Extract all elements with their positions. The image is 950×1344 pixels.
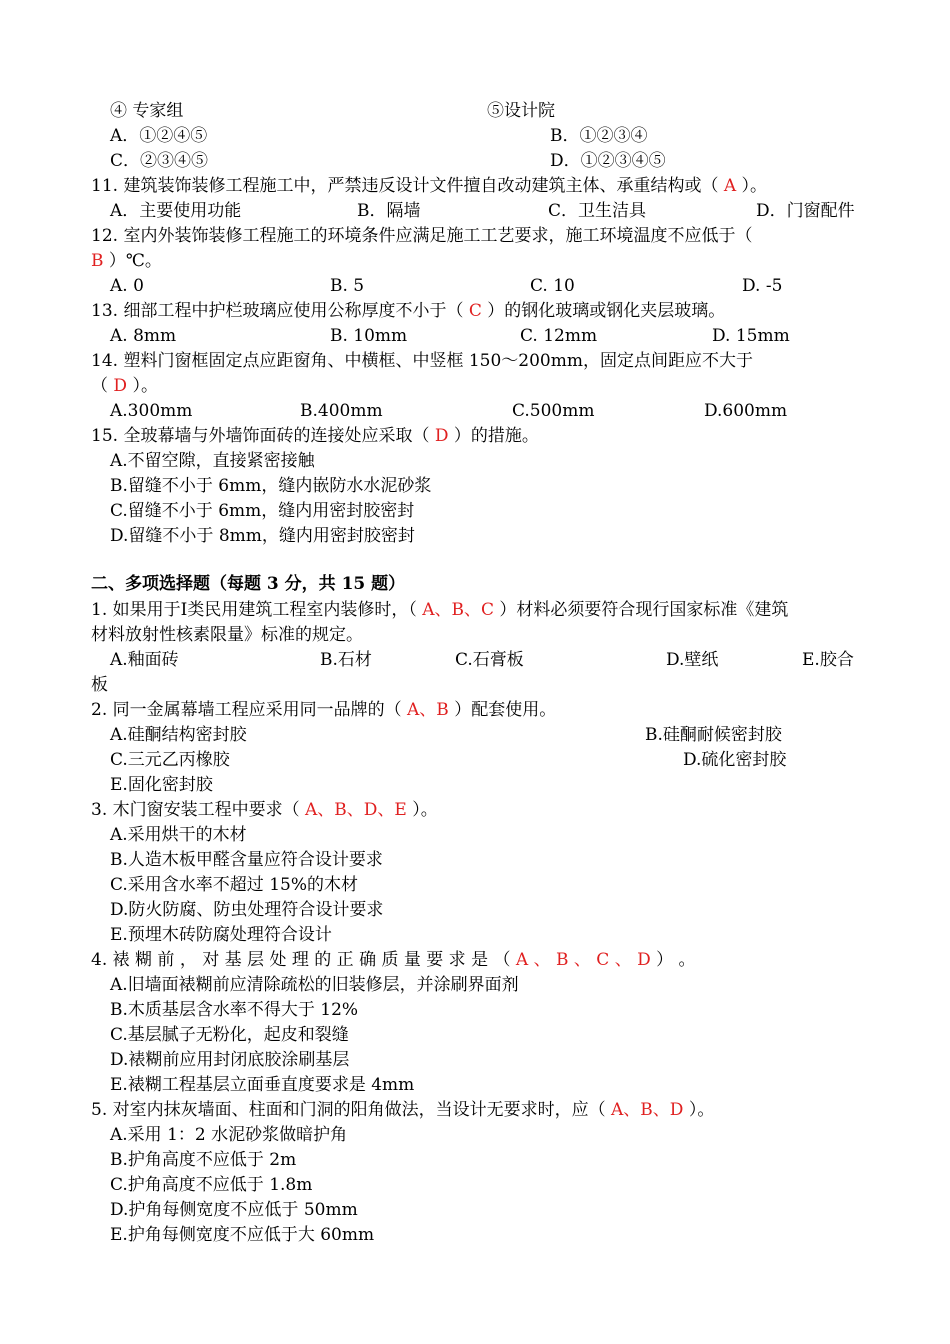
m2-stem-end: ）配套使用。 xyxy=(448,700,557,720)
q13-choice-a: A. 8mm xyxy=(110,326,177,346)
q14-choice-a: A.300mm xyxy=(110,401,193,421)
q10-choice-a: A．①②④⑤ xyxy=(110,126,208,146)
m4-stem-text: 4. 裱 糊 前 ， 对 基 层 处 理 的 正 确 质 量 要 求 是 （ xyxy=(91,950,516,970)
q13-choice-d: D. 15mm xyxy=(712,326,790,346)
m1-choice-d: D.壁纸 xyxy=(666,650,719,670)
q10-choice-d: D．①②③④⑤ xyxy=(550,151,666,171)
m5-choice-d: D.护角每侧宽度不应低于 50mm xyxy=(110,1200,358,1220)
m2-choice-d: D.硫化密封胶 xyxy=(683,750,787,770)
section-2-title: 二、多项选择题（每题 3 分，共 15 题） xyxy=(91,574,406,594)
q15-choice-b: B.留缝不小于 6mm，缝内嵌防水水泥砂浆 xyxy=(110,476,432,496)
m1-choice-e-wrap: 板 xyxy=(91,675,108,695)
m5-choice-b: B.护角高度不应低于 2m xyxy=(110,1150,297,1170)
q11-choice-d: D．门窗配件 xyxy=(756,201,855,221)
q15-stem xyxy=(91,425,539,447)
m4-stem-end: ） 。 xyxy=(650,950,696,970)
m1-stem-line2: 材料放射性核素限量》标准的规定。 xyxy=(91,625,363,645)
m2-answer: A、B xyxy=(407,700,449,720)
q12-answer: B xyxy=(91,251,104,271)
m5-choice-c: C.护角高度不应低于 1.8m xyxy=(110,1175,313,1195)
m1-stem-text: 1. 如果用于Ⅰ类民用建筑工程室内装修时，（ xyxy=(91,600,423,620)
m4-choice-c: C.基层腻子无粉化，起皮和裂缝 xyxy=(110,1025,349,1045)
m2-choice-e: E.固化密封胶 xyxy=(110,775,213,795)
m3-choice-b: B.人造木板甲醛含量应符合设计要求 xyxy=(110,850,383,870)
m4-choice-b: B.木质基层含水率不得大于 12% xyxy=(110,1000,359,1020)
q15-stem-end: ）的措施。 xyxy=(448,426,539,446)
q11-stem xyxy=(91,175,767,197)
q10-option-4: ④ 专家组 xyxy=(110,101,184,121)
m1-choice-e: E.胶合 xyxy=(802,650,854,670)
q15-choice-d: D.留缝不小于 8mm，缝内用密封胶密封 xyxy=(110,526,415,546)
q13-answer: C xyxy=(468,301,482,321)
m3-answer: A、B、D、E xyxy=(305,800,407,820)
q15-stem-text: 15. 全玻幕墙与外墙饰面砖的连接处应采取（ xyxy=(91,426,435,446)
m1-choice-c: C.石膏板 xyxy=(455,650,524,670)
q14-stem-line2 xyxy=(91,375,158,397)
q10-option-5: ⑤设计院 xyxy=(487,101,555,121)
m3-stem xyxy=(91,799,438,821)
q15-choice-a: A.不留空隙，直接紧密接触 xyxy=(110,451,315,471)
m3-choice-c: C.采用含水率不超过 15%的木材 xyxy=(110,875,358,895)
q14-choice-b: B.400mm xyxy=(300,401,383,421)
q13-choice-b: B. 10mm xyxy=(330,326,408,346)
m5-choice-e: E.护角每侧宽度不应低于大 60mm xyxy=(110,1225,375,1245)
m5-stem xyxy=(91,1099,714,1121)
m4-choice-e: E.裱糊工程基层立面垂直度要求是 4mm xyxy=(110,1075,415,1095)
m3-choice-e: E.预埋木砖防腐处理符合设计 xyxy=(110,925,332,945)
m1-stem-end: ）材料必须要符合现行国家标准《建筑 xyxy=(494,600,789,620)
q12-choice-d: D. -5 xyxy=(742,276,783,296)
q14-stem: 14. 塑料门窗框固定点应距窗角、中横框、中竖框 150～200mm，固定点间距应不大于 xyxy=(91,351,753,371)
q11-answer: A xyxy=(723,176,737,196)
q11-stem-text: 11. 建筑装饰装修工程施工中，严禁违反设计文件擅自改动建筑主体、承重结构或（ xyxy=(91,176,724,196)
q12-choice-a: A. 0 xyxy=(110,276,144,296)
q14-choice-c: C.500mm xyxy=(512,401,595,421)
q14-paren: （ xyxy=(91,376,114,396)
q14-choice-d: D.600mm xyxy=(704,401,788,421)
q13-choice-c: C. 12mm xyxy=(520,326,598,346)
q12-choice-b: B. 5 xyxy=(330,276,365,296)
q11-stem-end: ）。 xyxy=(736,176,768,196)
q11-choice-c: C．卫生洁具 xyxy=(548,201,647,221)
q11-choice-a: A．主要使用功能 xyxy=(110,201,242,221)
q15-choice-c: C.留缝不小于 6mm，缝内用密封胶密封 xyxy=(110,501,415,521)
m2-stem xyxy=(91,699,556,721)
q14-answer: D xyxy=(113,376,128,396)
q15-answer: D xyxy=(434,426,449,446)
m2-choice-a: A.硅酮结构密封胶 xyxy=(110,725,247,745)
m2-choice-b: B.硅酮耐候密封胶 xyxy=(645,725,782,745)
m3-choice-d: D.防火防腐、防虫处理符合设计要求 xyxy=(110,900,384,920)
m1-choice-a: A.釉面砖 xyxy=(110,650,179,670)
q12-choice-c: C. 10 xyxy=(530,276,575,296)
m2-stem-text: 2. 同一金属幕墙工程应采用同一品牌的（ xyxy=(91,700,408,720)
q13-stem xyxy=(91,300,725,322)
m5-stem-text: 5. 对室内抹灰墙面、柱面和门洞的阳角做法，当设计无要求时，应（ xyxy=(91,1100,612,1120)
m1-stem xyxy=(91,599,788,621)
m5-answer: A、B、D xyxy=(611,1100,684,1120)
m1-choice-b: B.石材 xyxy=(320,650,372,670)
q13-stem-end: ）的钢化玻璃或钢化夹层玻璃。 xyxy=(481,301,726,321)
m3-stem-text: 3. 木门窗安装工程中要求（ xyxy=(91,800,306,820)
m5-choice-a: A.采用 1：2 水泥砂浆做暗护角 xyxy=(110,1125,348,1145)
q12-stem-end: ）℃。 xyxy=(103,251,162,271)
m5-stem-end: ）。 xyxy=(683,1100,715,1120)
m4-answer: A 、 B 、 C 、 D xyxy=(515,950,651,970)
m3-stem-end: ）。 xyxy=(406,800,438,820)
m4-choice-d: D.裱糊前应用封闭底胶涂刷基层 xyxy=(110,1050,350,1070)
m2-choice-c: C.三元乙丙橡胶 xyxy=(110,750,230,770)
q10-choice-b: B．①②③④ xyxy=(550,126,648,146)
m4-choice-a: A.旧墙面裱糊前应清除疏松的旧装修层，并涂刷界面剂 xyxy=(110,975,519,995)
m4-stem xyxy=(91,949,696,971)
m1-answer: A、B、C xyxy=(422,600,495,620)
q13-stem-text: 13. 细部工程中护栏玻璃应使用公称厚度不小于（ xyxy=(91,301,469,321)
q14-stem-end: ）。 xyxy=(127,376,158,396)
q10-choice-c: C．②③④⑤ xyxy=(110,151,209,171)
q12-stem-line2 xyxy=(91,250,162,272)
q11-choice-b: B．隔墙 xyxy=(357,201,421,221)
m3-choice-a: A.采用烘干的木材 xyxy=(110,825,247,845)
q12-stem: 12. 室内外装饰装修工程施工的环境条件应满足施工工艺要求，施工环境温度不应低于（ xyxy=(91,226,753,246)
